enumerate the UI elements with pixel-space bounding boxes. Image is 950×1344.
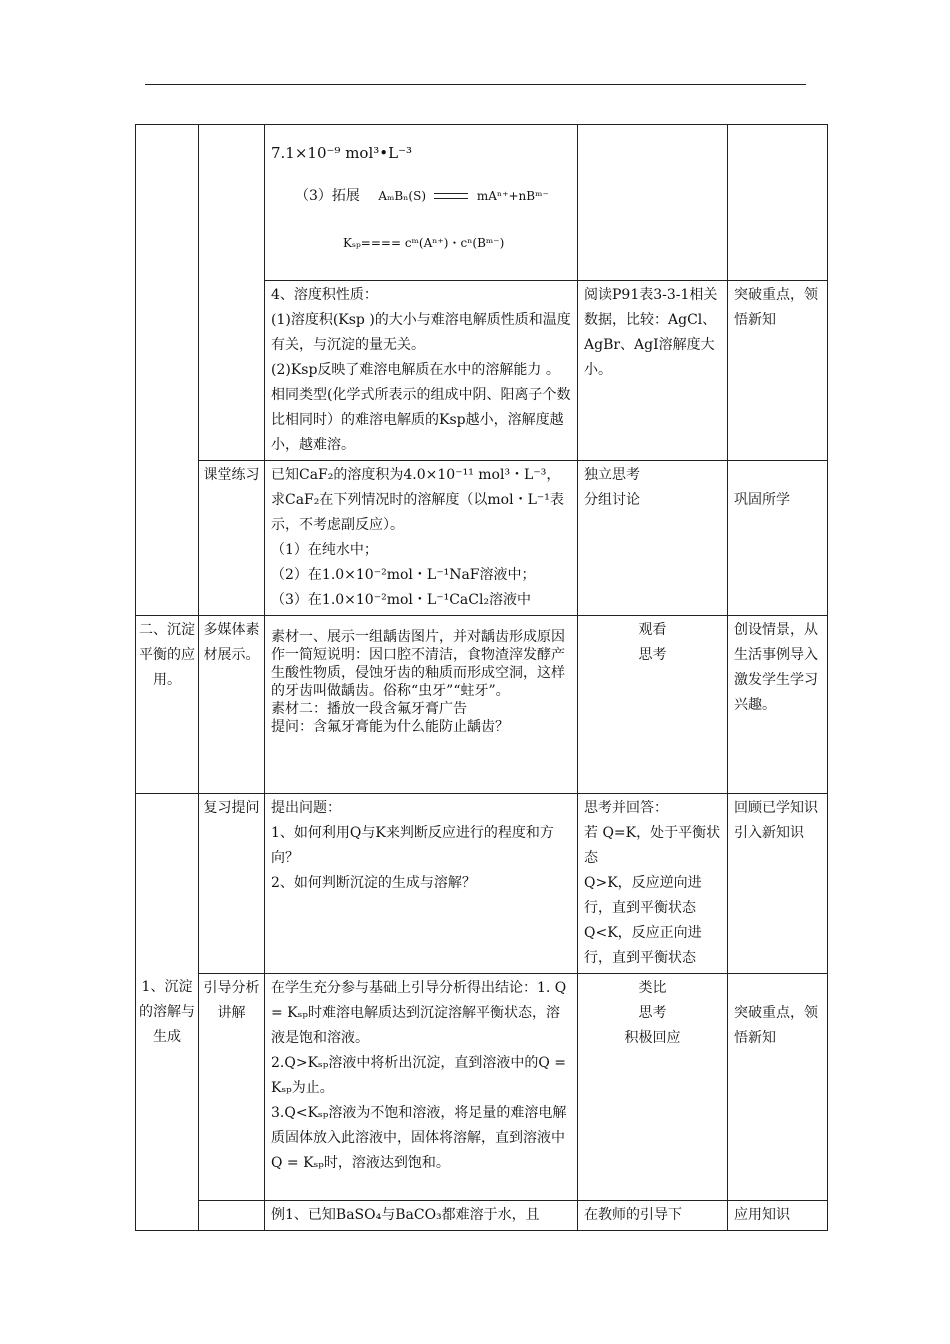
table-row — [136, 794, 828, 974]
header-rule — [145, 84, 806, 85]
student-activity: 阅读P91表3-3-1相关数据，比较：AgCl、AgBr、AgI溶解度大小。 — [578, 281, 728, 461]
ksp-value: 7.1×10⁻⁹ mol³•L⁻³ — [271, 144, 413, 162]
section-label: 1、沉淀的溶解与生成 — [136, 794, 199, 1231]
table-row — [136, 974, 828, 1201]
stage-label: 多媒体素材展示。 — [199, 616, 265, 794]
student-activity: 独立思考 分组讨论 — [578, 461, 728, 616]
ksp-expression: Kₛₚ==== cᵐ(Aⁿ⁺)・cⁿ(Bᵐ⁻) — [343, 236, 505, 250]
table-row — [136, 461, 828, 616]
design-intent: 创设情景，从生活事例导入激发学生学习兴趣。 — [728, 616, 828, 794]
student-activity: 观看 思考 — [578, 616, 728, 794]
table-row — [136, 1201, 828, 1231]
stage-label: 课堂练习 — [199, 461, 265, 616]
lesson-plan-table — [135, 124, 828, 1231]
equation-right: mAⁿ⁺+nBᵐ⁻ — [476, 189, 549, 203]
example-cell: 例1、已知BaSO₄与BaCO₃都难溶于水，且 — [265, 1201, 578, 1231]
analysis-cell: 在学生充分参与基础上引导分析得出结论：1. Q = Kₛₚ时难溶电解质达到沉淀溶解平衡状态，溶液是饱和溶液。 2.Q>Kₛₚ溶液中将析出沉淀，直到溶液中的Q = Kₛₚ为止。 3.Q<Kₛₚ溶液为不饱和溶液，将足量的难溶电解质固体放入此溶液中，固体将溶解，直到溶液中Q = Kₛₚ时，溶液达到饱和。 — [265, 974, 578, 1201]
ksp-properties-cell: 4、溶度积性质： (1)溶度积(Ksp )的大小与难溶电解质性质和温度有关，与沉淀的量无关。 (2)Ksp反映了难溶电解质在水中的溶解能力 。相同类型(化学式所表示的组成中阴、阳离子个数比相同时）的难溶电解质的Ksp越小，溶解度越小，越难溶。 — [265, 281, 578, 461]
stage-label: 复习提问 — [199, 794, 265, 974]
table-row — [136, 125, 828, 281]
multimedia-cell: 素材一、展示一组龋齿图片，并对龋齿形成原因作一简短说明：因口腔不清洁，食物渣滓发酵产生酸性物质，侵蚀牙齿的釉质而形成空洞，这样的牙齿叫做龋齿。俗称“虫牙”“蛀牙”。 素材二：播放一段含氟牙膏广告 提问：含氟牙膏能为什么能防止龋齿？ — [265, 616, 578, 794]
ksp-extension-cell — [265, 125, 578, 281]
review-question-cell: 提出问题： 1、如何利用Q与K来判断反应进行的程度和方向？ 2、如何判断沉淀的生成与溶解？ — [265, 794, 578, 974]
student-activity: 在教师的引导下 — [578, 1201, 728, 1231]
design-intent: 应用知识 — [728, 1201, 828, 1231]
section-label: 二、沉淀平衡的应用。 — [136, 616, 199, 794]
design-intent: 突破重点，领悟新知 — [728, 281, 828, 461]
student-activity: 思考并回答： 若 Q=K，处于平衡状态 Q>K，反应逆向进行，直到平衡状态 Q<K，反应正向进行，直到平衡状态 — [578, 794, 728, 974]
design-intent: 巩固所学 — [728, 461, 828, 616]
exercise-cell: 已知CaF₂的溶度积为4.0×10⁻¹¹ mol³・L⁻³，求CaF₂在下列情况时的溶解度（以mol・L⁻¹表示，不考虑副反应）。 （1）在纯水中； （2）在1.0×10⁻²mol・L⁻¹NaF溶液中； （3）在1.0×10⁻²mol・L⁻¹CaCl₂溶液中 — [265, 461, 578, 616]
design-intent: 突破重点，领悟新知 — [728, 974, 828, 1201]
stage-label: 引导分析讲解 — [199, 974, 265, 1201]
extension-label: （3）拓展 — [295, 188, 360, 204]
equilibrium-arrow-icon — [434, 191, 468, 201]
student-activity: 类比 思考 积极回应 — [578, 974, 728, 1201]
equation-left: AₘBₙ(S) — [378, 189, 426, 203]
table-row — [136, 616, 828, 794]
design-intent: 回顾已学知识引入新知识 — [728, 794, 828, 974]
